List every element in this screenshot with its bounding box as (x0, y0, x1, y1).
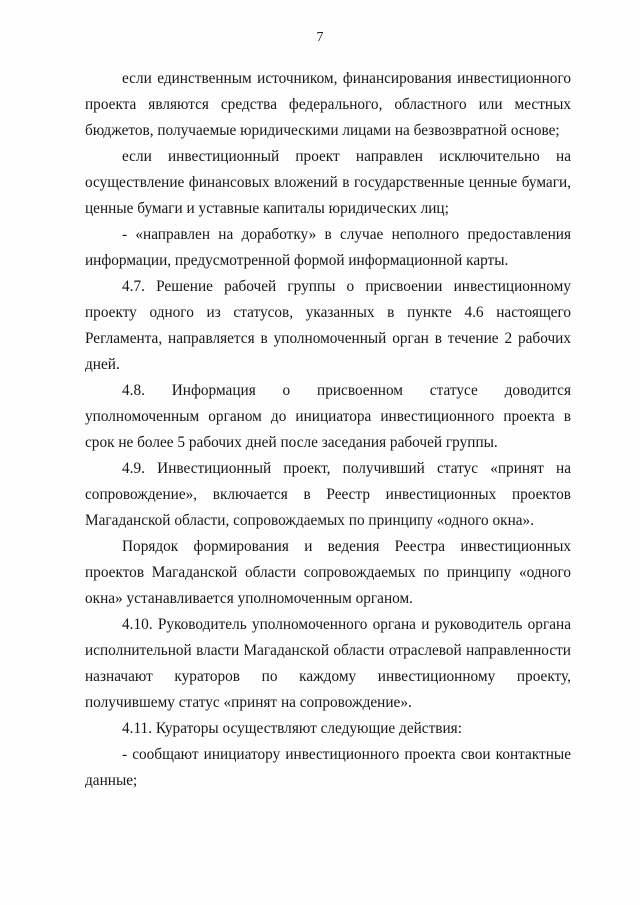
paragraph: 4.7. Решение рабочей группы о присвоении инвестиционному проекту одного из статусов, указанных в пункте 4.6 настоящего Регламента, направляется в уполномоченный орган в течение 2 рабочих дней. (85, 278, 571, 373)
page-number: 7 (316, 30, 324, 45)
document-body (85, 66, 571, 794)
paragraph: 4.10. Руководитель уполномоченного органа и руководитель органа исполнительной власти Магаданской области отраслевой направленности назначают кураторов по каждому инвестиционному проекту, получившему статус «принят на сопровождение». (85, 616, 571, 711)
paragraph: 4.8. Информация о присвоенном статусе доводится уполномоченным органом до инициатора инвестиционного проекта в срок не более 5 рабочих дней после заседания рабочей группы. (85, 382, 571, 451)
paragraph: 4.9. Инвестиционный проект, получивший статус «принят на сопровождение», включается в Реестр инвестиционных проектов Магаданской области, сопровождаемых по принципу «одного окна». (85, 460, 571, 529)
paragraph: если единственным источником, финансирования инвестиционного проекта являются средства федерального, областного или местных бюджетов, получаемые юридическими лицами на безвозвратной основе; (85, 70, 571, 139)
paragraph: Порядок формирования и ведения Реестра инвестиционных проектов Магаданской области сопровождаемых по принципу «одного окна» устанавливается уполномоченным органом. (85, 538, 571, 607)
paragraph: если инвестиционный проект направлен исключительно на осуществление финансовых вложений в государственные ценные бумаги, ценные бумаги и уставные капиталы юридических лиц; (85, 148, 571, 217)
paragraph: 4.11. Кураторы осуществляют следующие действия: (122, 720, 462, 737)
paragraph: - сообщают инициатору инвестиционного проекта свои контактные данные; (85, 746, 571, 789)
paragraph: - «направлен на доработку» в случае неполного предоставления информации, предусмотренной формой информационной карты. (85, 226, 571, 269)
